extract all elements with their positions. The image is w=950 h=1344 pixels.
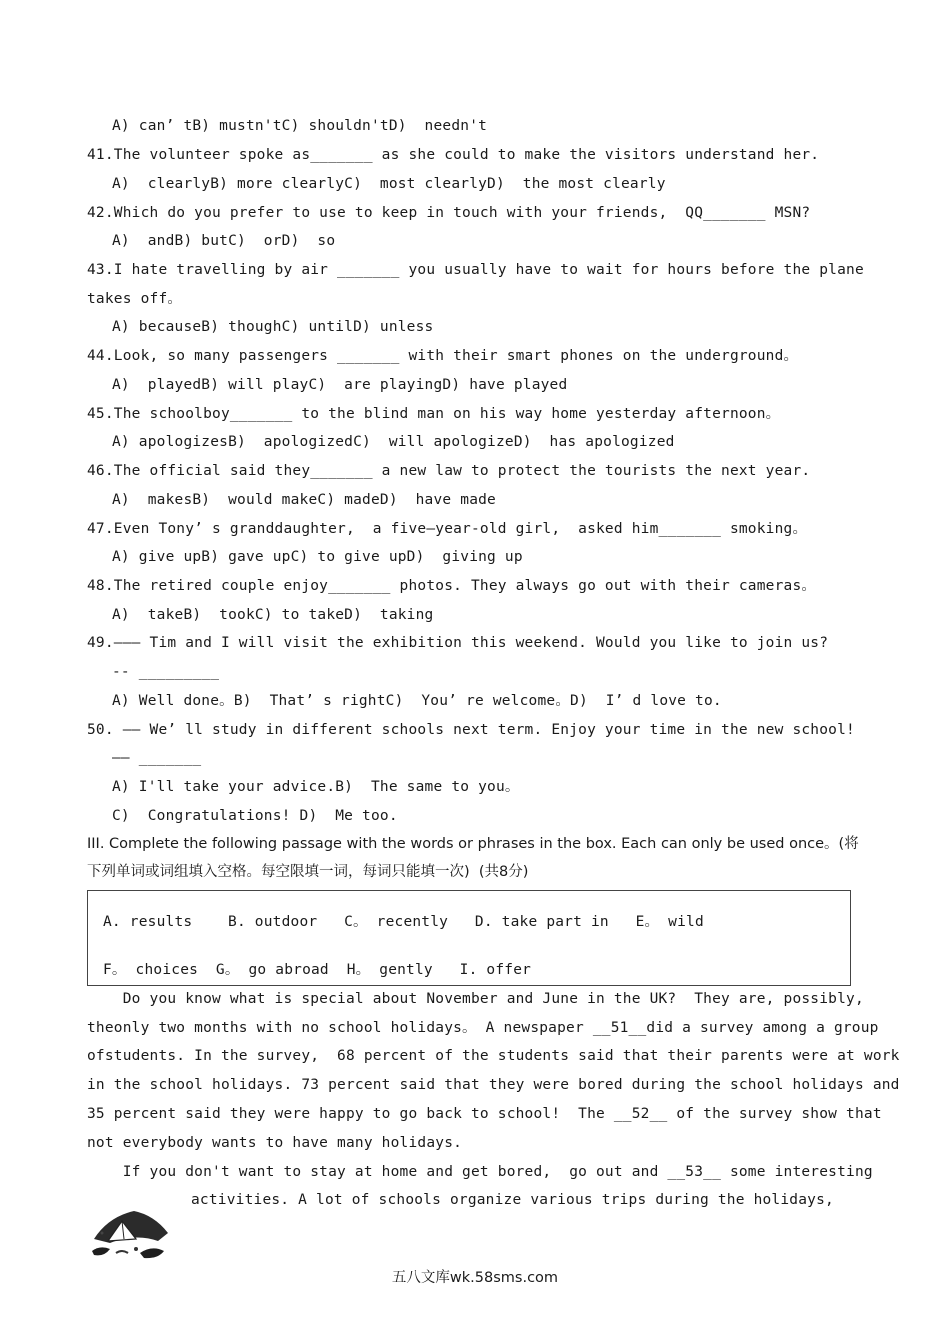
word-box-row-2: F。 choices G。 go abroad H。 gently I. offer	[103, 962, 532, 978]
q41-options: A) clearlyB) more clearlyC) most clearlyD) the most clearly	[112, 176, 666, 192]
q41-question: 41.The volunteer spoke as_______ as she could to make the visitors understand her.	[87, 147, 820, 163]
q45-question: 45.The schoolboy_______ to the blind man on his way home yesterday afternoon。	[87, 406, 781, 422]
q46-options: A) makesB) would makeC) madeD) have made	[112, 492, 496, 508]
q44-options: A) playedB) will playC) are playingD) have played	[112, 377, 568, 393]
q48-question: 48.The retired couple enjoy_______ photos. They always go out with their cameras。	[87, 578, 817, 594]
q43-options: A) becauseB) thoughC) untilD) unless	[112, 319, 434, 335]
passage-p1-line-3: ofstudents. In the survey, 68 percent of the students said that their parents were at work	[87, 1048, 900, 1064]
section3-title-cn: 下列单词或词组填入空格。每空限填一词，每词只能填一次) (共8分)	[87, 864, 529, 880]
word-box-row-1: A. results B. outdoor C。 recently D. take part in E。 wild	[103, 914, 704, 930]
q45-options: A) apologizesB) apologizedC) will apologizeD) has apologized	[112, 434, 675, 450]
passage-p1-line-2: theonly two months with no school holidays。 A newspaper __51__did a survey among a group	[87, 1020, 879, 1036]
q47-options: A) give upB) gave upC) to give upD) giving up	[112, 549, 523, 565]
section3-title-en: III. Complete the following passage with the words or phrases in the box. Each can only be used once。(将	[87, 836, 859, 852]
q42-options: A) andB) butC) orD) so	[112, 233, 336, 249]
passage-p1-line-5: 35 percent said they were happy to go back to school! The __52__ of the survey show that	[87, 1106, 882, 1122]
q40-options: A) can’ tB) mustn'tC) shouldn'tD) needn't	[112, 118, 488, 134]
q50-options-2: C) Congratulations! D) Me too.	[112, 808, 398, 824]
passage-p2-line-2: activities. A lot of schools organize various trips during the holidays,	[191, 1192, 834, 1208]
q49-options: A) Well done。B) That’ s rightC) You’ re welcome。D) I’ d love to.	[112, 693, 722, 709]
q48-options: A) takeB) tookC) to takeD) taking	[112, 607, 434, 623]
q47-question: 47.Even Tony’ s granddaughter, a five—year-old girl, asked him_______ smoking。	[87, 521, 808, 537]
footer-watermark: 五八文库wk.58sms.com	[391, 1270, 559, 1286]
passage-p2-line-1: If you don't want to stay at home and get bored, go out and __53__ some interesting	[87, 1164, 873, 1180]
q49-question: 49.——— Tim and I will visit the exhibition this weekend. Would you like to join us?	[87, 635, 829, 651]
passage-p1-line-6: not everybody wants to have many holidays.	[87, 1135, 463, 1151]
q43-question-cont: takes off。	[87, 291, 183, 307]
q43-question: 43.I hate travelling by air _______ you usually have to wait for hours before the plane	[87, 262, 864, 278]
q50-answer-line: —— _______	[112, 750, 202, 766]
q42-question: 42.Which do you prefer to use to keep in touch with your friends, QQ_______ MSN?	[87, 205, 811, 221]
q44-question: 44.Look, so many passengers _______ with their smart phones on the underground。	[87, 348, 799, 364]
passage-p1-line-1: Do you know what is special about November and June in the UK? They are, possibly,	[87, 991, 864, 1007]
q50-question: 50. —— We’ ll study in different schools next term. Enjoy your time in the new school!	[87, 722, 855, 738]
passage-p1-line-4: in the school holidays. 73 percent said that they were bored during the school holidays and	[87, 1077, 900, 1093]
q50-options-1: A) I'll take your advice.B) The same to you。	[112, 779, 520, 795]
tent-illustration-icon	[88, 1203, 176, 1263]
q49-answer-line: -- _________	[112, 664, 220, 680]
q46-question: 46.The official said they_______ a new law to protect the tourists the next year.	[87, 463, 811, 479]
